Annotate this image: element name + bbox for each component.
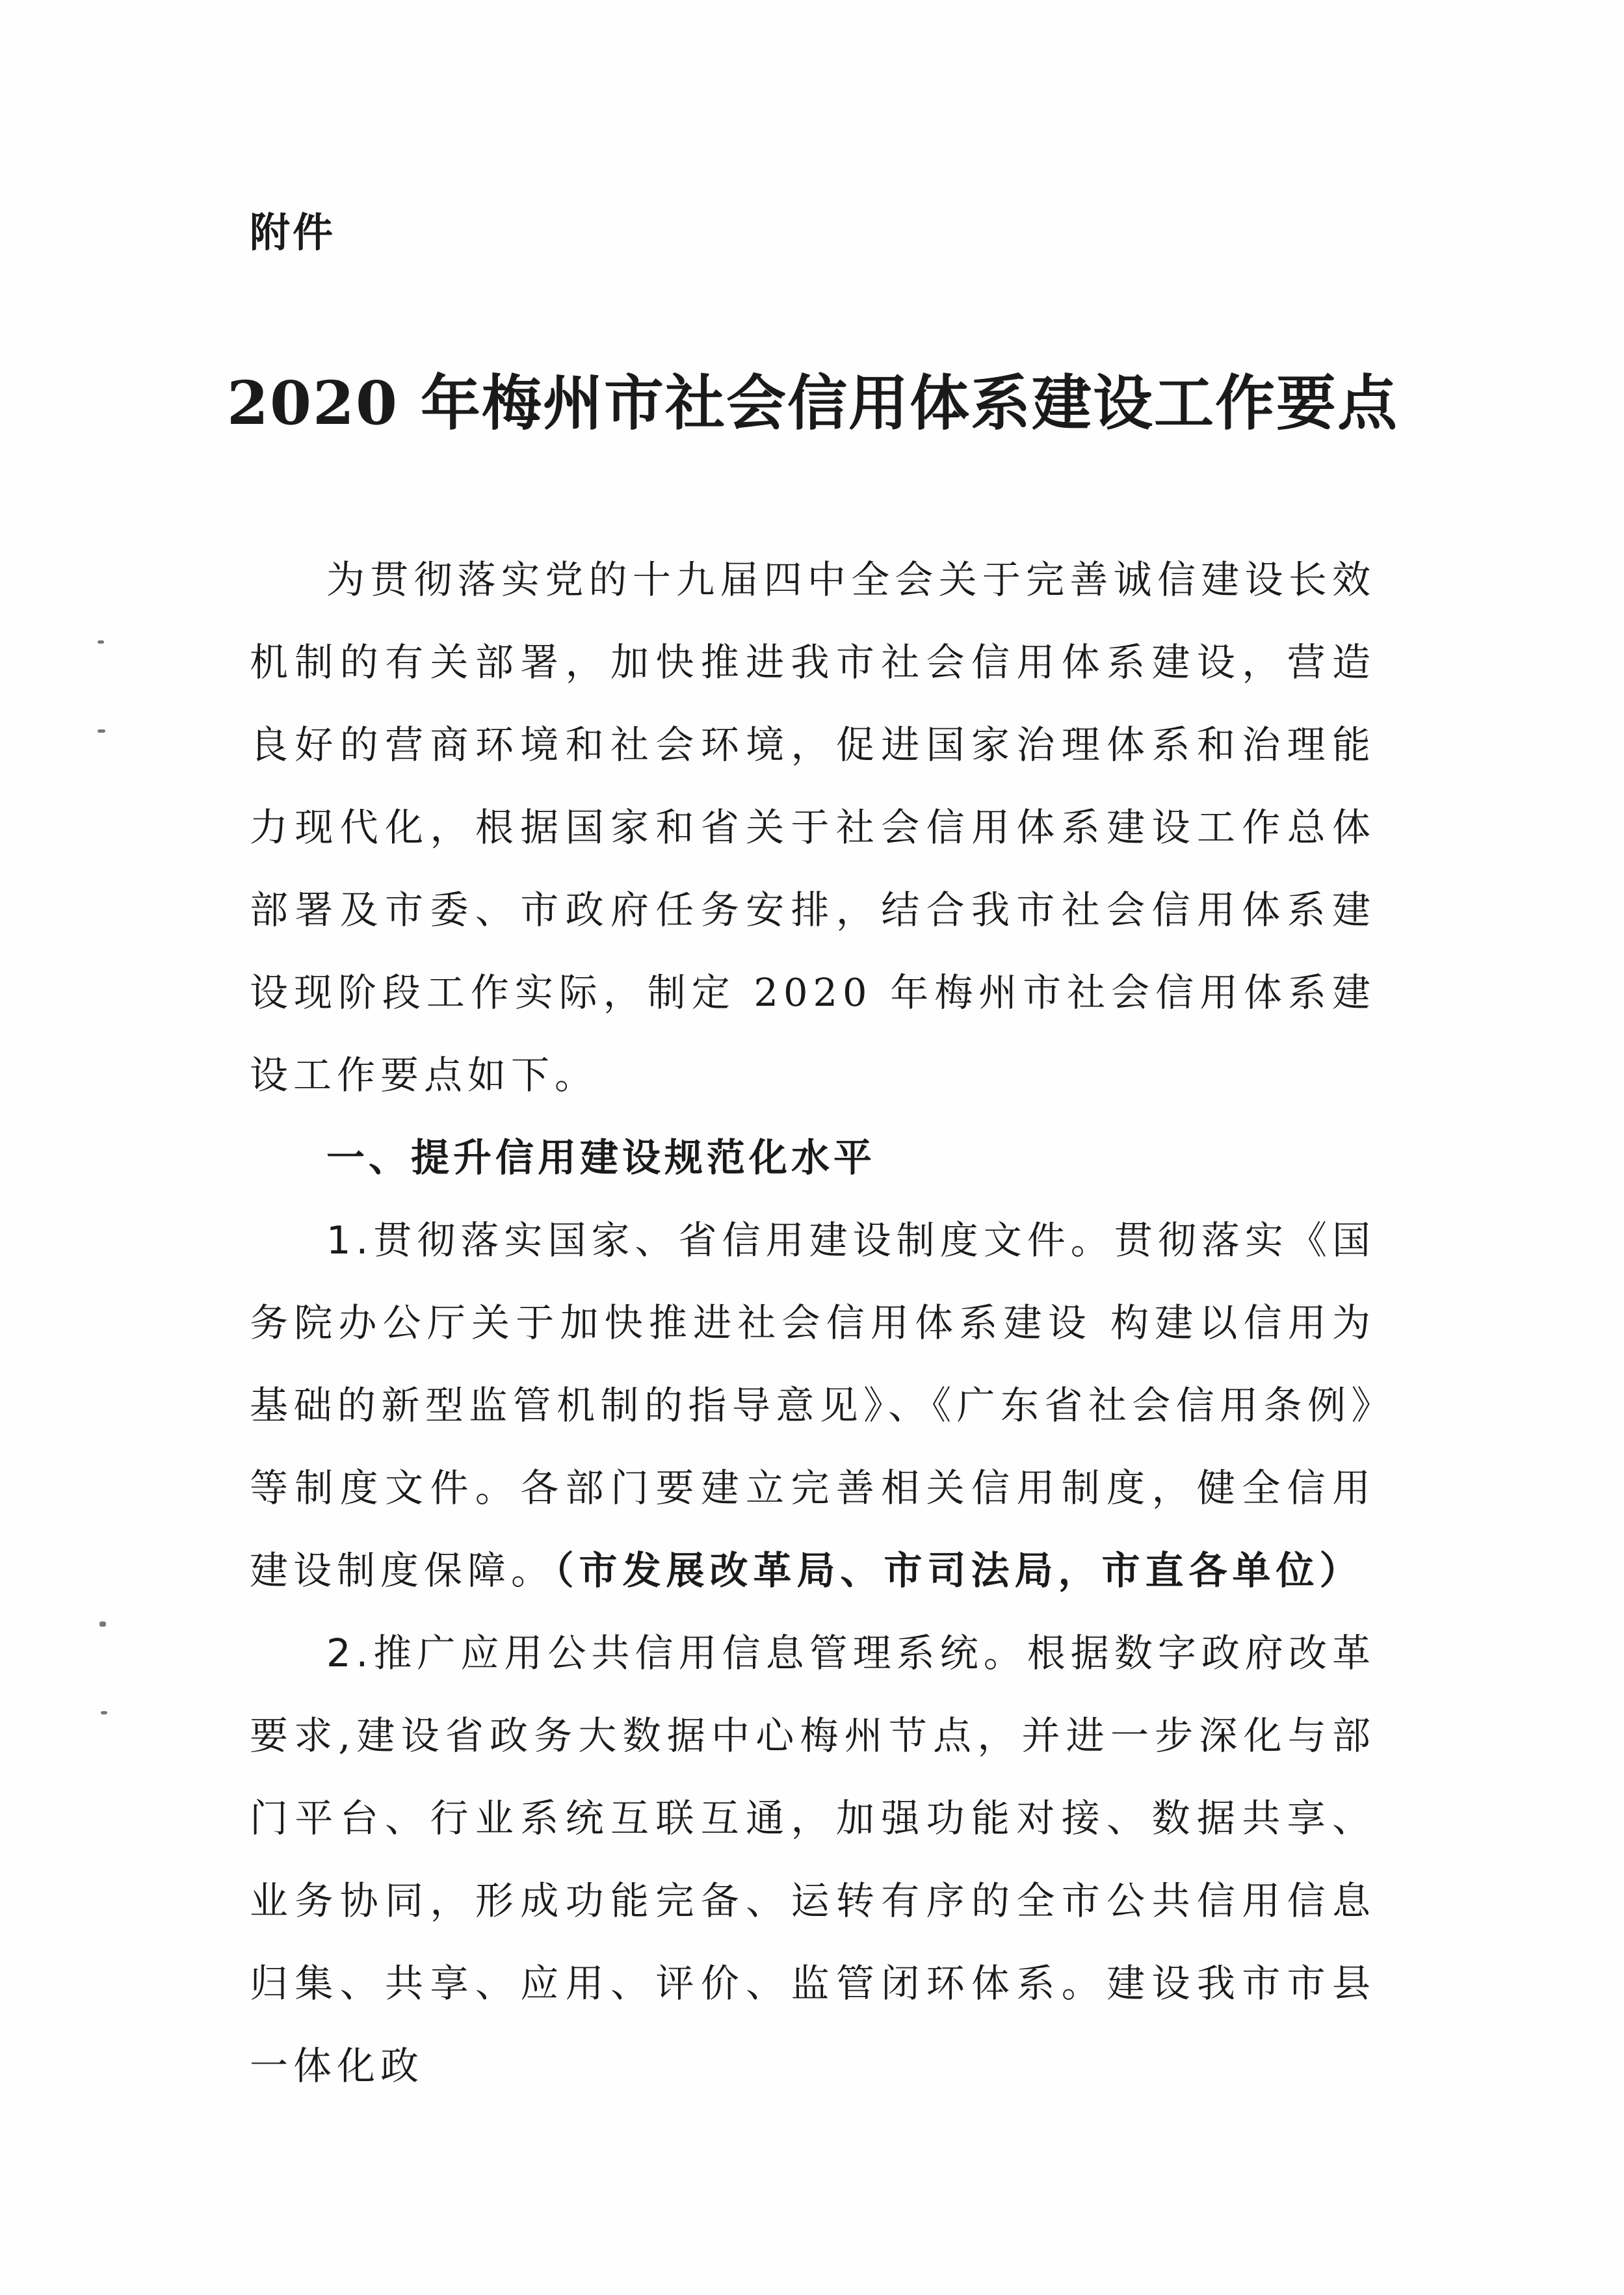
item-2-lead: 2.推广应用公共信用信息管理系统。 xyxy=(326,1631,1027,1675)
item-1-lead: 1.贯彻落实国家、省信用建设制度文件。 xyxy=(326,1218,1114,1263)
document-title: 2020 年梅州市社会信用体系建设工作要点 xyxy=(226,368,1399,438)
document-body xyxy=(250,538,1376,2107)
scan-speck xyxy=(101,1711,107,1714)
section-heading: 一、提升信用建设规范化水平 xyxy=(326,1135,876,1180)
item-1-responsible: （市发展改革局、市司法局，市直各单位） xyxy=(555,1548,1363,1593)
item-1-text: 贯彻落实《国务院办公厅关于加快推进社会信用体系建设 构建以信用为基础的新型监管机制的指导意见》、《广东省社会信用条例》等制度文件。各部门要建立完善相关信用制度，健全信用建设制度保障。 xyxy=(250,1218,1376,1593)
scan-speck xyxy=(99,1621,106,1627)
intro-paragraph: 为贯彻落实党的十九届四中全会关于完善诚信建设长效机制的有关部署，加快推进我市社会信用体系建设，营造良好的营商环境和社会环境，促进国家治理体系和治理能力现代化，根据国家和省关于社会信用体系建设工作总体部署及市委、市政府任务安排，结合我市社会信用体系建设现阶段工作实际，制定 2020 年梅州市社会信用体系建设工作要点如下。 xyxy=(250,557,1376,1097)
scan-speck xyxy=(98,640,104,644)
item-2-text: 根据数字政府改革要求,建设省政务大数据中心梅州节点，并进一步深化与部门平台、行业系统互联互通，加强功能对接、数据共享、业务协同，形成功能完备、运转有序的全市公共信用信息归集、共享、应用、评价、监管闭环体系。建设我市市县一体化政 xyxy=(250,1631,1376,2088)
attachment-label: 附件 xyxy=(250,209,336,256)
scan-speck xyxy=(98,729,105,733)
item-1-paragraph xyxy=(250,1199,1376,1612)
item-2-paragraph xyxy=(250,1612,1376,2107)
